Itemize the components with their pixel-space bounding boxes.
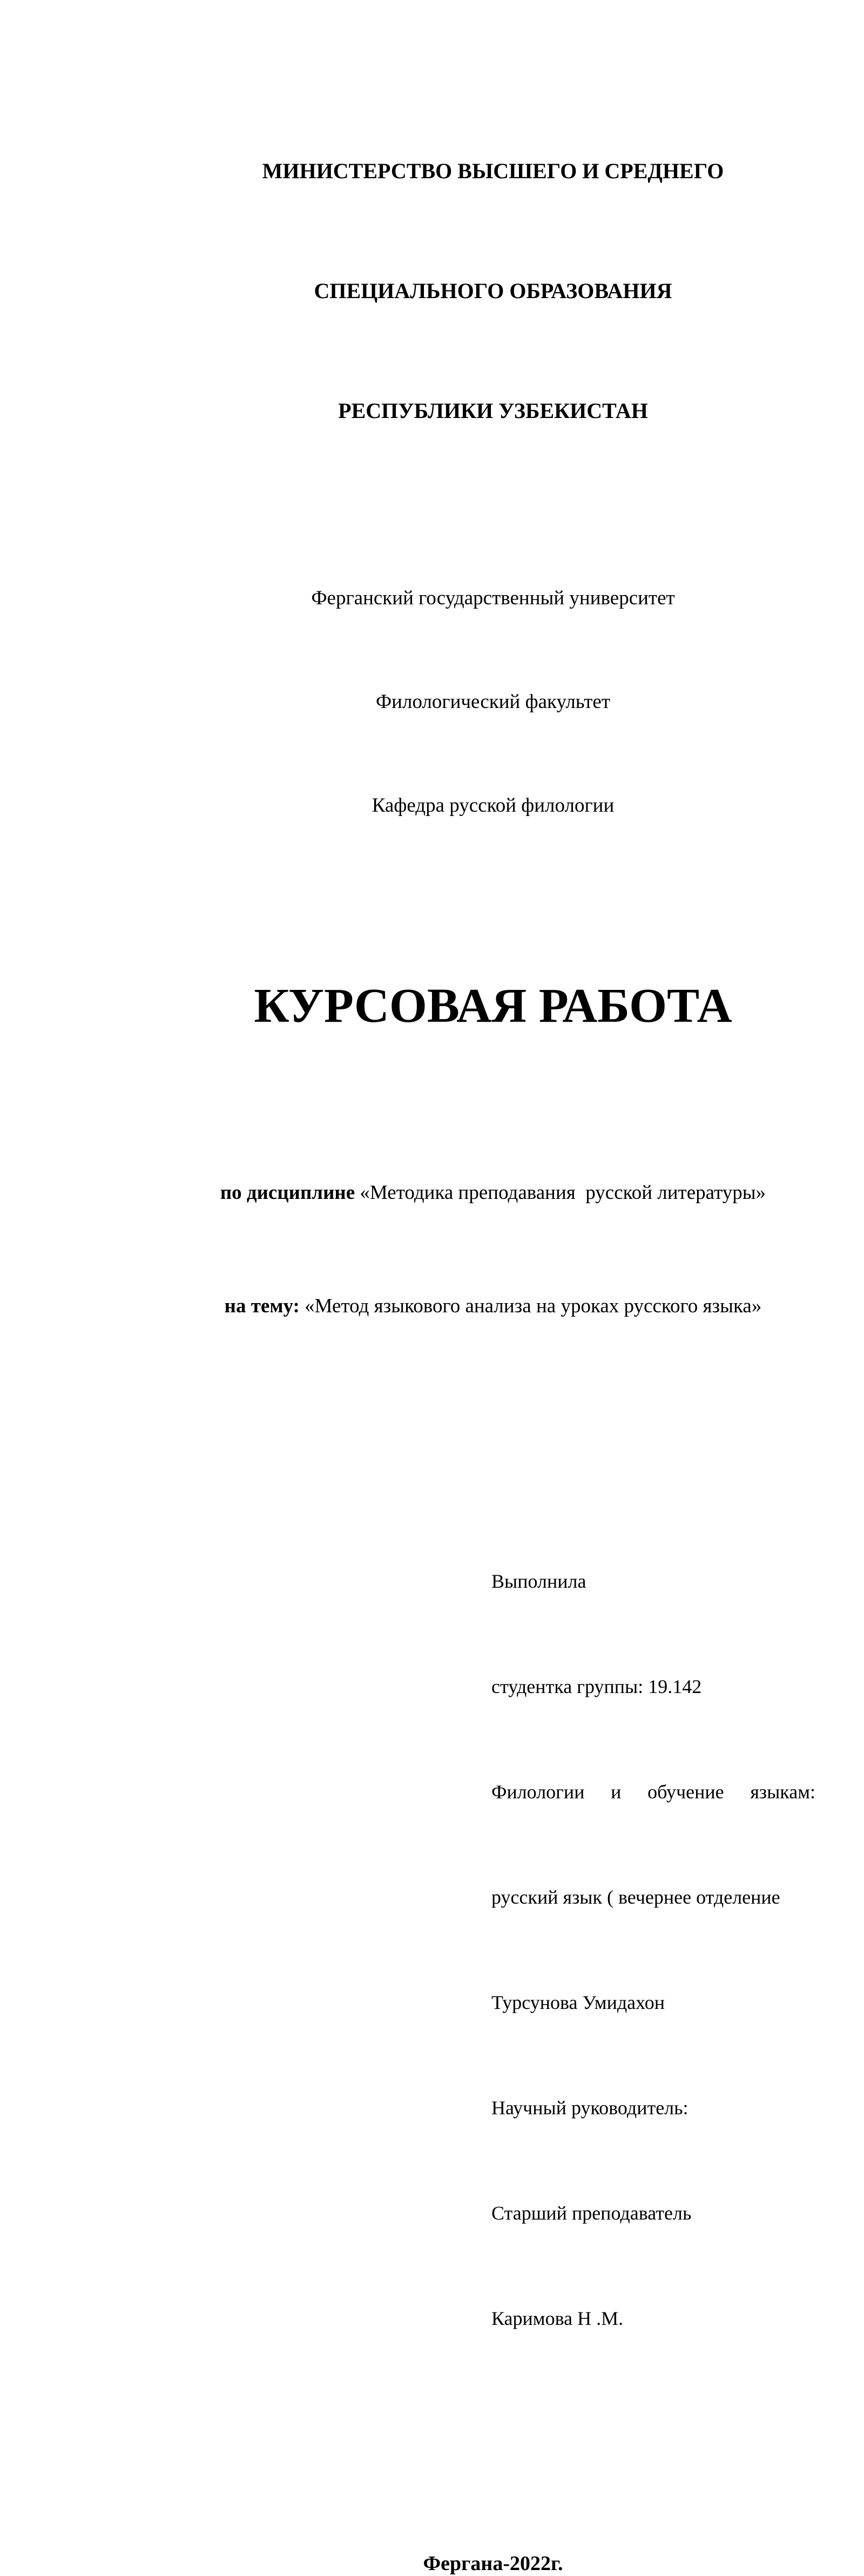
- subject-block: [171, 1098, 815, 1401]
- program-line-2: русский язык ( вечернее отделение: [491, 1886, 780, 1908]
- topic-line: [171, 1287, 815, 1325]
- supervisor-name-line: Каримова Н .М.: [491, 2308, 624, 2329]
- ministry-header: [171, 71, 815, 511]
- supervisor-label-line: Научный руководитель:: [491, 2097, 688, 2119]
- program-line-1: Филологии и обучение языкам:: [491, 1781, 815, 1803]
- organization-block: [171, 512, 815, 892]
- discipline-value: «Методика преподавания русской литературы»: [360, 1182, 766, 1204]
- student-name-line: Турсунова Умидахон: [491, 1992, 665, 2013]
- author-block: [491, 1494, 815, 2406]
- discipline-line: [171, 1174, 815, 1212]
- ministry-line-3: РЕСПУБЛИКИ УЗБЕКИСТАН: [338, 399, 648, 423]
- ministry-line-1: МИНИСТЕРСТВО ВЫСШЕГО И СРЕДНЕГО: [262, 159, 724, 183]
- topic-label: на тему:: [224, 1295, 305, 1317]
- ministry-line-2: СПЕЦИАЛЬНОГО ОБРАЗОВАНИЯ: [314, 279, 672, 303]
- page-title: КУРСОВАЯ РАБОТА: [254, 979, 732, 1033]
- faculty-name: Филологический факультет: [375, 691, 611, 713]
- page-content: [171, 0, 815, 2576]
- supervisor-title-line: Старший преподаватель: [491, 2202, 692, 2224]
- student-group-line: студентка группы: 19.142: [491, 1676, 702, 1697]
- department-name: Кафедра русской филологии: [372, 794, 615, 817]
- performed-by-line: Выполнила: [491, 1570, 586, 1592]
- topic-value: «Метод языкового анализа на уроках русского языка»: [305, 1295, 762, 1317]
- city-year-footer: Фергана-2022г.: [423, 2552, 563, 2575]
- university-name: Ферганский государственный университет: [311, 587, 675, 609]
- discipline-label: по дисциплине: [220, 1182, 360, 1204]
